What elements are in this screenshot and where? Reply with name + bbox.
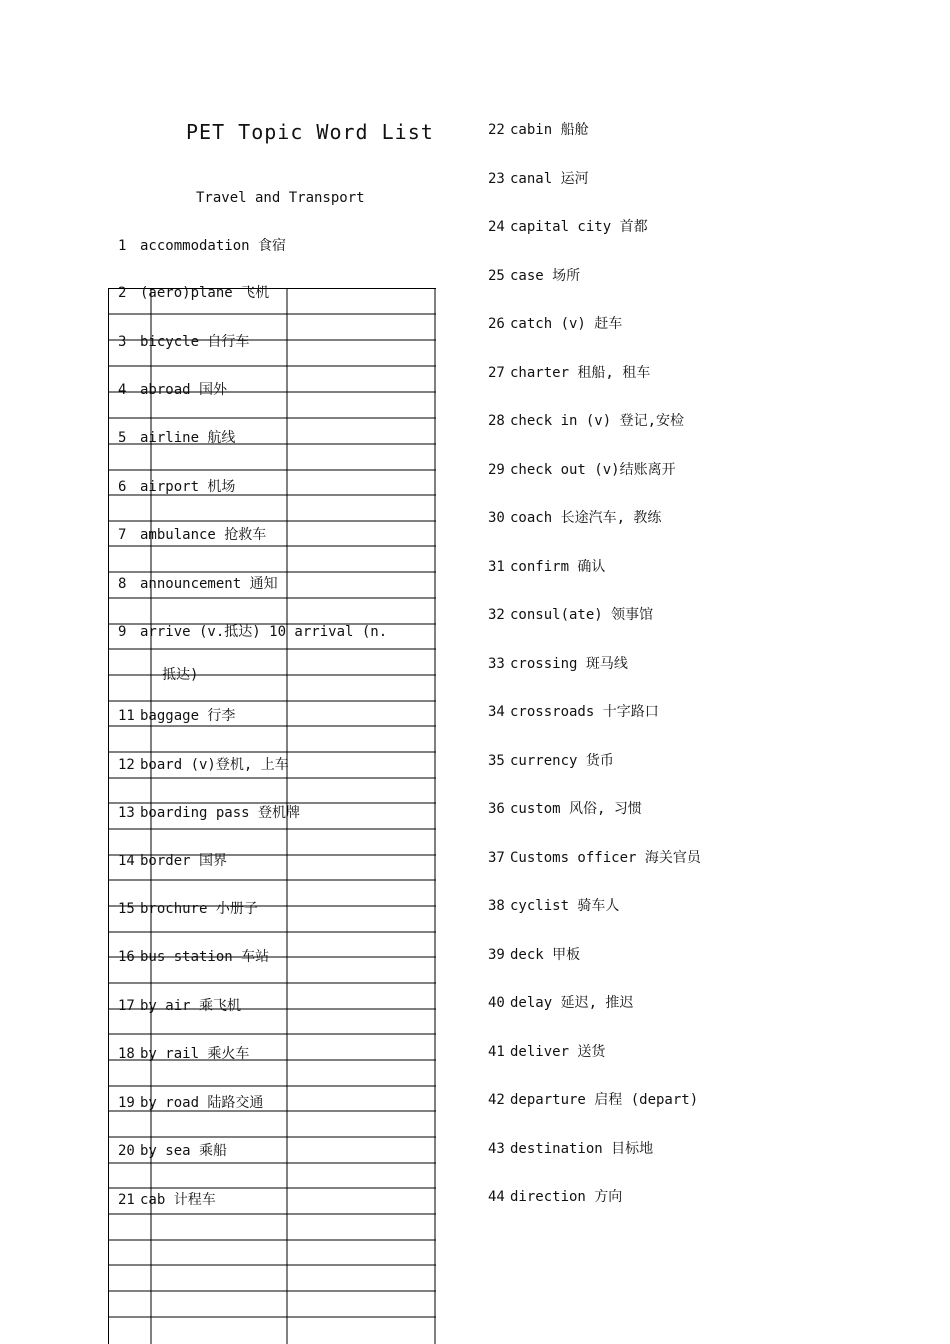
word-entry bbox=[118, 1141, 227, 1161]
word-entry bbox=[488, 751, 614, 771]
word-number: 43 bbox=[488, 1141, 505, 1157]
word-entry bbox=[488, 411, 684, 431]
word-number: 29 bbox=[488, 462, 505, 478]
word-entry bbox=[488, 945, 580, 965]
word-entry bbox=[118, 899, 258, 919]
word-number: 14 bbox=[118, 853, 135, 869]
word-number: 8 bbox=[118, 576, 127, 592]
word-entry bbox=[488, 1139, 653, 1159]
word-entry bbox=[118, 706, 235, 726]
word-text: board (v)登机, 上车 bbox=[140, 757, 289, 773]
word-text: ambulance 抢救车 bbox=[140, 527, 267, 543]
word-text: (aero)plane 飞机 bbox=[140, 285, 270, 301]
word-text: check in (v) 登记,安检 bbox=[510, 413, 685, 429]
word-entry bbox=[118, 574, 278, 594]
word-text: canal 运河 bbox=[510, 171, 589, 187]
word-entry bbox=[488, 217, 648, 237]
word-text: cab 计程车 bbox=[140, 1192, 216, 1208]
word-number: 34 bbox=[488, 704, 505, 720]
word-number: 32 bbox=[488, 607, 505, 623]
word-text: deck 甲板 bbox=[510, 947, 581, 963]
word-entry bbox=[488, 169, 589, 189]
word-entry bbox=[118, 477, 235, 497]
word-text: Customs officer 海关官员 bbox=[510, 850, 701, 866]
word-entry bbox=[488, 557, 605, 577]
word-number: 30 bbox=[488, 510, 505, 526]
word-text: check out (v)结账离开 bbox=[510, 462, 676, 478]
word-text: consul(ate) 领事馆 bbox=[510, 607, 654, 623]
word-entry bbox=[118, 947, 269, 967]
word-entry bbox=[488, 848, 701, 868]
word-entry bbox=[118, 1093, 263, 1113]
page-subtitle: Travel and Transport bbox=[196, 190, 365, 206]
word-entry bbox=[488, 266, 580, 286]
word-number: 22 bbox=[488, 122, 505, 138]
word-number: 15 bbox=[118, 901, 135, 917]
word-number: 12 bbox=[118, 757, 135, 773]
word-entry bbox=[118, 1044, 249, 1064]
word-text: charter 租船, 租车 bbox=[510, 365, 651, 381]
word-text: crossing 斑马线 bbox=[510, 656, 628, 672]
word-number: 19 bbox=[118, 1095, 135, 1111]
word-number: 24 bbox=[488, 219, 505, 235]
word-number: 42 bbox=[488, 1092, 505, 1108]
word-number: 4 bbox=[118, 382, 127, 398]
word-text: capital city 首都 bbox=[510, 219, 648, 235]
word-entry bbox=[488, 702, 659, 722]
word-entry bbox=[488, 1187, 622, 1207]
word-number: 31 bbox=[488, 559, 505, 575]
word-number: 7 bbox=[118, 527, 127, 543]
word-entry bbox=[118, 428, 235, 448]
word-text: crossroads 十字路口 bbox=[510, 704, 659, 720]
word-entry bbox=[488, 508, 661, 528]
page-title: PET Topic Word List bbox=[186, 120, 434, 144]
word-entry bbox=[488, 993, 633, 1013]
word-text: arrive (v.抵达) 10 arrival (n. bbox=[140, 624, 388, 640]
word-entry bbox=[118, 236, 286, 256]
word-number: 1 bbox=[118, 238, 127, 254]
word-entry bbox=[488, 363, 650, 383]
word-number: 38 bbox=[488, 898, 505, 914]
word-number: 44 bbox=[488, 1189, 505, 1205]
word-entry bbox=[118, 996, 241, 1016]
word-number: 39 bbox=[488, 947, 505, 963]
word-text: baggage 行李 bbox=[140, 708, 236, 724]
word-number: 33 bbox=[488, 656, 505, 672]
word-entry bbox=[488, 799, 642, 819]
word-number: 36 bbox=[488, 801, 505, 817]
word-text: bus station 车站 bbox=[140, 949, 270, 965]
word-text: airline 航线 bbox=[140, 430, 236, 446]
word-entry bbox=[118, 380, 227, 400]
word-number: 11 bbox=[118, 708, 135, 724]
word-entry bbox=[118, 803, 300, 823]
word-text: direction 方向 bbox=[510, 1189, 623, 1205]
word-number: 17 bbox=[118, 998, 135, 1014]
word-number: 9 bbox=[118, 624, 127, 640]
word-number: 25 bbox=[488, 268, 505, 284]
word-number: 16 bbox=[118, 949, 135, 965]
word-number: 28 bbox=[488, 413, 505, 429]
word-number: 23 bbox=[488, 171, 505, 187]
word-text: airport 机场 bbox=[140, 479, 236, 495]
word-entry bbox=[488, 120, 589, 140]
word-number: 3 bbox=[118, 334, 127, 350]
word-text: border 国界 bbox=[140, 853, 228, 869]
word-number: 37 bbox=[488, 850, 505, 866]
word-text: catch (v) 赶车 bbox=[510, 316, 623, 332]
word-entry bbox=[118, 755, 289, 775]
word-text: deliver 送货 bbox=[510, 1044, 606, 1060]
word-text: departure 启程 (depart) bbox=[510, 1092, 699, 1108]
word-text: coach 长途汽车, 教练 bbox=[510, 510, 662, 526]
word-text: cabin 船舱 bbox=[510, 122, 589, 138]
word-text: boarding pass 登机牌 bbox=[140, 805, 301, 821]
word-number: 18 bbox=[118, 1046, 135, 1062]
word-entry bbox=[118, 851, 227, 871]
word-entry bbox=[118, 525, 266, 545]
word-text: abroad 国外 bbox=[140, 382, 228, 398]
word-text: by air 乘飞机 bbox=[140, 998, 242, 1014]
word-text: case 场所 bbox=[510, 268, 581, 284]
word-text: bicycle 自行车 bbox=[140, 334, 250, 350]
word-number: 21 bbox=[118, 1192, 135, 1208]
word-number: 6 bbox=[118, 479, 127, 495]
word-entry bbox=[162, 665, 198, 685]
word-text: brochure 小册子 bbox=[140, 901, 258, 917]
word-text: cyclist 骑车人 bbox=[510, 898, 620, 914]
word-entry bbox=[488, 605, 653, 625]
word-entry bbox=[118, 283, 269, 303]
word-entry bbox=[488, 314, 622, 334]
word-number: 40 bbox=[488, 995, 505, 1011]
word-entry bbox=[488, 1090, 698, 1110]
word-number: 27 bbox=[488, 365, 505, 381]
word-text: announcement 通知 bbox=[140, 576, 278, 592]
word-entry bbox=[488, 1042, 605, 1062]
word-entry bbox=[488, 460, 676, 480]
word-text: by sea 乘船 bbox=[140, 1143, 228, 1159]
word-entry bbox=[118, 332, 249, 352]
word-entry bbox=[118, 1190, 216, 1210]
word-entry bbox=[488, 654, 628, 674]
word-number: 20 bbox=[118, 1143, 135, 1159]
word-text: custom 风俗, 习惯 bbox=[510, 801, 642, 817]
word-text: destination 目标地 bbox=[510, 1141, 654, 1157]
word-entry bbox=[488, 896, 619, 916]
word-text: currency 货币 bbox=[510, 753, 614, 769]
word-number: 35 bbox=[488, 753, 505, 769]
word-text: delay 延迟, 推迟 bbox=[510, 995, 634, 1011]
word-text: 抵达) bbox=[162, 667, 199, 683]
word-entry bbox=[118, 622, 387, 642]
word-number: 5 bbox=[118, 430, 127, 446]
word-number: 41 bbox=[488, 1044, 505, 1060]
word-number: 2 bbox=[118, 285, 127, 301]
word-text: by road 陆路交通 bbox=[140, 1095, 264, 1111]
word-text: confirm 确认 bbox=[510, 559, 606, 575]
word-text: accommodation 食宿 bbox=[140, 238, 287, 254]
word-number: 26 bbox=[488, 316, 505, 332]
word-text: by rail 乘火车 bbox=[140, 1046, 250, 1062]
word-number: 13 bbox=[118, 805, 135, 821]
